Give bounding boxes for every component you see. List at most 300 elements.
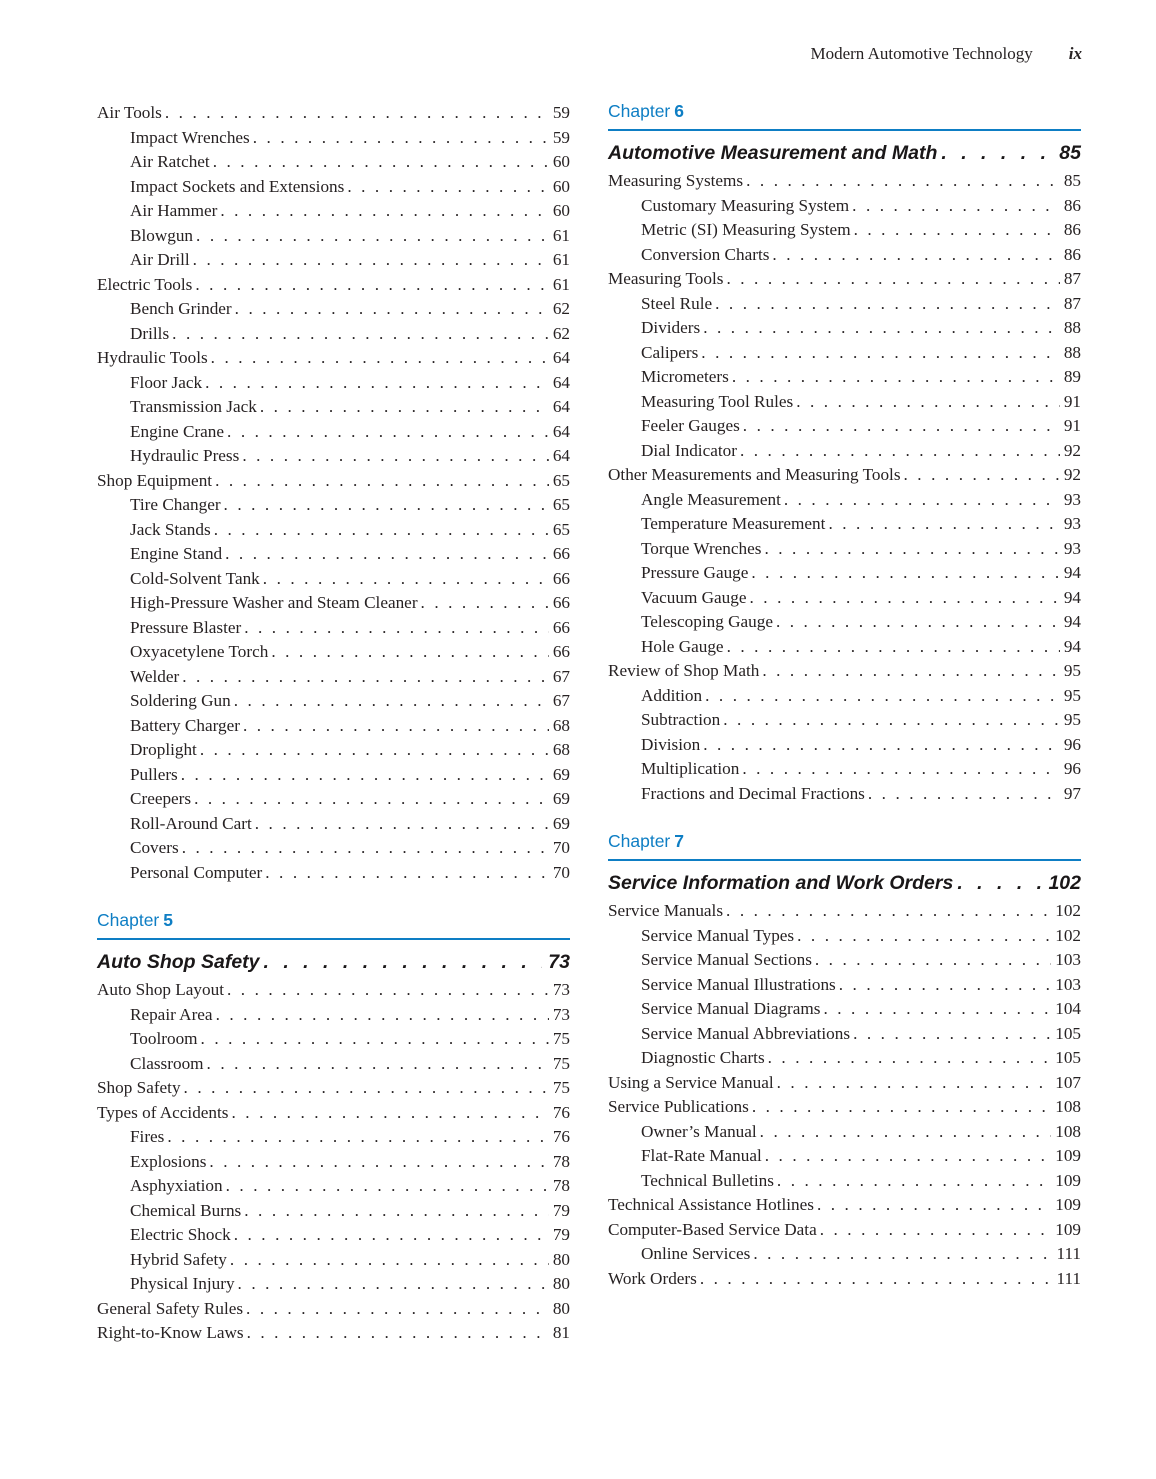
toc-entry-page-number: 86 xyxy=(1063,244,1081,264)
dot-leader xyxy=(727,635,1060,660)
toc-entry-page-number: 64 xyxy=(552,372,570,392)
toc-entry-text: Droplight xyxy=(130,740,197,759)
toc-entry-page-number: 79 xyxy=(552,1225,570,1244)
toc-entry xyxy=(608,390,1081,415)
toc-entry-page-number: 66 xyxy=(552,544,570,563)
toc-entry-page-number: 94 xyxy=(1063,563,1081,582)
toc-entry-page-number: 59 xyxy=(552,103,570,122)
toc-entry-page-number: 60 xyxy=(552,176,570,196)
toc-entry-page-number: 93 xyxy=(1063,514,1081,533)
dot-leader xyxy=(265,861,549,886)
chapter-heading xyxy=(608,101,1081,166)
toc-entry-page-number: 80 xyxy=(552,1249,570,1269)
dot-leader xyxy=(868,782,1060,807)
dot-leader xyxy=(823,997,1051,1022)
dot-leader xyxy=(715,292,1060,317)
toc-columns xyxy=(97,101,1082,1346)
toc-entry-text: Impact Wrenches xyxy=(130,127,250,147)
toc-entry-text: Air Tools xyxy=(97,103,162,122)
toc-entry-text: Transmission Jack xyxy=(130,397,257,416)
toc-entry-text: Drills xyxy=(130,323,170,343)
toc-entry xyxy=(97,297,570,322)
dot-leader xyxy=(854,218,1060,243)
toc-entry xyxy=(97,1321,570,1346)
dot-leader xyxy=(703,733,1060,758)
dot-leader xyxy=(700,1267,1053,1292)
toc-entry xyxy=(608,1022,1081,1047)
dot-leader xyxy=(216,1003,549,1028)
running-header xyxy=(97,44,1082,64)
toc-entry xyxy=(97,1027,570,1052)
toc-entry-text: Division xyxy=(641,734,701,754)
dot-leader xyxy=(215,469,549,494)
toc-entry-page-number: 75 xyxy=(552,1078,570,1097)
dot-leader xyxy=(234,689,549,714)
toc-column-right xyxy=(608,101,1081,1346)
chapter-title-row xyxy=(608,140,1081,166)
toc-entry-page-number: 88 xyxy=(1063,342,1081,362)
dot-leader xyxy=(201,1027,549,1052)
toc-entry xyxy=(608,1169,1081,1194)
toc-entry-text: Welder xyxy=(130,666,180,686)
toc-entry-text: Explosions xyxy=(130,1151,207,1171)
dot-leader xyxy=(839,973,1051,998)
toc-entry-page-number: 76 xyxy=(552,1127,570,1146)
toc-column-left xyxy=(97,101,570,1346)
toc-entry-page-number: 88 xyxy=(1063,318,1081,337)
toc-entry-text: Conversion Charts xyxy=(641,244,770,264)
chapter-number: 5 xyxy=(163,910,173,930)
toc-entry-text: Flat-Rate Manual xyxy=(641,1146,762,1165)
toc-entry-page-number: 62 xyxy=(552,299,570,318)
dot-leader xyxy=(242,444,549,469)
dot-leader xyxy=(703,316,1060,341)
toc-entry-text: Pressure Blaster xyxy=(130,617,242,637)
dot-leader xyxy=(182,665,549,690)
dot-leader xyxy=(768,1046,1052,1071)
toc-entry-text: Technical Assistance Hotlines xyxy=(608,1195,814,1214)
toc-entry-page-number: 91 xyxy=(1063,391,1081,411)
toc-entry xyxy=(608,733,1081,758)
toc-entry-text: Fractions and Decimal Fractions xyxy=(641,783,865,803)
toc-entry-text: Service Manual Types xyxy=(641,925,795,945)
toc-entry xyxy=(97,1052,570,1077)
chapter-word: Chapter xyxy=(97,910,160,930)
dot-leader xyxy=(746,169,1060,194)
dot-leader xyxy=(777,1169,1051,1194)
toc-entry xyxy=(97,738,570,763)
toc-entry xyxy=(97,175,570,200)
toc-entry-page-number: 95 xyxy=(1063,710,1081,729)
toc-entry-text: Electric Shock xyxy=(130,1225,231,1244)
chapter-rule-divider xyxy=(608,129,1081,131)
toc-entry xyxy=(97,812,570,837)
toc-entry-text: Feeler Gauges xyxy=(641,416,740,435)
toc-entry-page-number: 111 xyxy=(1056,1268,1081,1288)
toc-entry-page-number: 96 xyxy=(1063,734,1081,754)
dot-leader xyxy=(214,518,549,543)
toc-entry xyxy=(97,665,570,690)
toc-entry-text: Shop Equipment xyxy=(97,470,213,490)
dot-leader xyxy=(230,1248,549,1273)
chapter-page-number: 73 xyxy=(548,951,570,973)
toc-entry-page-number: 69 xyxy=(552,764,570,784)
toc-entry xyxy=(97,1248,570,1273)
chapter-title-row xyxy=(608,870,1081,896)
toc-entry-page-number: 66 xyxy=(552,617,570,637)
toc-entry-text: Service Manual Illustrations xyxy=(641,974,836,994)
toc-entry-page-number: 96 xyxy=(1063,759,1081,778)
toc-entry-text: Temperature Measurement xyxy=(641,514,826,533)
dot-leader xyxy=(852,194,1060,219)
toc-entry xyxy=(608,757,1081,782)
toc-entry-page-number: 59 xyxy=(552,127,570,147)
dot-leader xyxy=(194,787,549,812)
toc-entry xyxy=(97,1150,570,1175)
toc-entry xyxy=(608,1144,1081,1169)
toc-entry-page-number: 94 xyxy=(1063,612,1081,631)
toc-entry xyxy=(608,488,1081,513)
toc-entry-page-number: 73 xyxy=(552,1004,570,1024)
toc-entry xyxy=(97,1297,570,1322)
toc-entry-text: Dividers xyxy=(641,318,701,337)
toc-entry-text: Computer-Based Service Data xyxy=(608,1219,817,1239)
toc-entry xyxy=(97,1101,570,1126)
toc-entry-page-number: 60 xyxy=(552,152,570,171)
toc-entry-page-number: 81 xyxy=(552,1323,570,1342)
toc-entry-page-number: 103 xyxy=(1055,974,1081,994)
toc-entry-text: Measuring Systems xyxy=(608,171,744,190)
chapter-title: Service Information and Work Orders xyxy=(608,872,954,894)
dot-leader xyxy=(260,395,549,420)
toc-entry-text: Right-to-Know Laws xyxy=(97,1323,244,1342)
toc-entry xyxy=(608,1046,1081,1071)
dot-leader xyxy=(196,224,549,249)
toc-entry-text: Service Manual Abbreviations xyxy=(641,1023,851,1043)
toc-entry xyxy=(608,1120,1081,1145)
toc-entry-text: Air Ratchet xyxy=(130,152,210,171)
dot-leader xyxy=(165,101,549,126)
toc-entry-text: Classroom xyxy=(130,1053,204,1073)
chapter-heading xyxy=(608,831,1081,896)
dot-leader xyxy=(220,199,548,224)
dot-leader xyxy=(765,1144,1051,1169)
toc-entry-text: High-Pressure Washer and Steam Cleaner xyxy=(130,593,418,612)
toc-entry-text: Repair Area xyxy=(130,1004,213,1024)
toc-entry-page-number: 68 xyxy=(552,740,570,759)
toc-entry-page-number: 67 xyxy=(552,691,570,710)
toc-entry-page-number: 75 xyxy=(552,1053,570,1073)
toc-entry-page-number: 108 xyxy=(1055,1097,1081,1116)
toc-entry xyxy=(608,512,1081,537)
toc-entry xyxy=(97,469,570,494)
dot-leader xyxy=(234,1223,549,1248)
toc-entry-text: Steel Rule xyxy=(641,293,713,313)
toc-entry-text: Service Manual Sections xyxy=(641,950,812,969)
toc-entry-text: Personal Computer xyxy=(130,862,263,882)
chapter-label xyxy=(608,101,1081,122)
toc-entry xyxy=(608,316,1081,341)
toc-entry-text: Dial Indicator xyxy=(641,440,737,460)
toc-entry-page-number: 78 xyxy=(552,1151,570,1171)
toc-entry xyxy=(608,243,1081,268)
toc-entry-page-number: 66 xyxy=(552,568,570,588)
dot-leader xyxy=(167,1125,548,1150)
dot-leader xyxy=(817,1193,1051,1218)
toc-entry xyxy=(97,1272,570,1297)
toc-entry-text: Using a Service Manual xyxy=(608,1072,774,1092)
chapter-label xyxy=(608,831,1081,852)
toc-entry xyxy=(608,659,1081,684)
dot-leader xyxy=(732,365,1060,390)
toc-entry-page-number: 66 xyxy=(552,642,570,661)
toc-entry-page-number: 102 xyxy=(1055,925,1081,945)
toc-entry xyxy=(608,463,1081,488)
chapter-page-number: 102 xyxy=(1048,872,1081,894)
toc-entry-text: Vacuum Gauge xyxy=(641,587,747,607)
dot-leader xyxy=(904,463,1060,488)
toc-entry xyxy=(608,610,1081,635)
dot-leader xyxy=(772,243,1059,268)
toc-entry-text: Oxyacetylene Torch xyxy=(130,642,269,661)
toc-entry-text: Bench Grinder xyxy=(130,299,232,318)
toc-block xyxy=(608,831,1081,1291)
toc-entry xyxy=(608,899,1081,924)
toc-entry xyxy=(97,371,570,396)
chapter-title: Auto Shop Safety xyxy=(97,951,260,973)
toc-entry-text: Torque Wrenches xyxy=(641,538,762,558)
dot-leader xyxy=(247,1321,549,1346)
toc-entry-text: Cold-Solvent Tank xyxy=(130,568,260,588)
dot-leader xyxy=(235,297,549,322)
dot-leader xyxy=(255,812,549,837)
chapter-label xyxy=(97,910,570,931)
toc-entry xyxy=(97,199,570,224)
toc-entry xyxy=(97,346,570,371)
dot-leader xyxy=(726,267,1059,292)
toc-entry-page-number: 85 xyxy=(1063,171,1081,190)
toc-entry-page-number: 76 xyxy=(552,1102,570,1122)
toc-entry-page-number: 65 xyxy=(552,519,570,539)
dot-leader xyxy=(184,1076,549,1101)
toc-entry-text: Tire Changer xyxy=(130,495,221,514)
toc-entry-page-number: 67 xyxy=(552,666,570,686)
toc-entry-text: Asphyxiation xyxy=(130,1176,223,1195)
toc-entry-page-number: 94 xyxy=(1063,587,1081,607)
toc-entry-text: Calipers xyxy=(641,342,699,362)
dot-leader xyxy=(705,684,1060,709)
toc-entry-page-number: 64 xyxy=(552,446,570,465)
toc-entry xyxy=(608,684,1081,709)
chapter-word: Chapter xyxy=(608,101,671,121)
toc-entry xyxy=(97,1003,570,1028)
toc-entry-page-number: 93 xyxy=(1063,489,1081,509)
toc-entry-text: Creepers xyxy=(130,789,192,808)
dot-leader xyxy=(227,420,549,445)
toc-entry xyxy=(97,1125,570,1150)
dot-leader xyxy=(776,610,1060,635)
toc-entry-text: Diagnostic Charts xyxy=(641,1048,765,1067)
toc-entry-page-number: 92 xyxy=(1063,440,1081,460)
chapter-rule-divider xyxy=(97,938,570,940)
toc-entry-page-number: 80 xyxy=(552,1274,570,1293)
toc-entry xyxy=(608,635,1081,660)
toc-entry-text: Multiplication xyxy=(641,759,740,778)
toc-entry-page-number: 64 xyxy=(552,397,570,416)
dot-leader xyxy=(726,899,1051,924)
dot-leader xyxy=(172,322,549,347)
toc-entry xyxy=(97,591,570,616)
toc-entry xyxy=(97,861,570,886)
toc-entry-page-number: 75 xyxy=(552,1029,570,1048)
dot-leader xyxy=(246,1297,549,1322)
dot-leader xyxy=(263,567,549,592)
toc-entry-text: Chemical Burns xyxy=(130,1200,242,1220)
toc-entry-text: Work Orders xyxy=(608,1268,697,1288)
toc-entry-text: Auto Shop Layout xyxy=(97,980,224,999)
toc-entry-text: Engine Stand xyxy=(130,544,223,563)
dot-leader xyxy=(205,371,549,396)
toc-entry-page-number: 91 xyxy=(1063,416,1081,435)
toc-entry xyxy=(97,1076,570,1101)
dot-leader xyxy=(421,591,549,616)
toc-entry xyxy=(97,542,570,567)
dot-leader xyxy=(244,616,549,641)
toc-entry-page-number: 94 xyxy=(1063,636,1081,656)
toc-block xyxy=(97,101,570,885)
chapter-page-number: 85 xyxy=(1059,142,1081,164)
dot-leader xyxy=(749,586,1059,611)
toc-entry-text: Types of Accidents xyxy=(97,1102,229,1122)
toc-entry-text: Online Services xyxy=(641,1244,751,1263)
toc-entry-text: Fires xyxy=(130,1127,165,1146)
toc-entry-text: Blowgun xyxy=(130,225,194,245)
toc-entry xyxy=(97,101,570,126)
dot-leader xyxy=(853,1022,1051,1047)
chapter-heading xyxy=(97,910,570,975)
page-folio: ix xyxy=(1068,44,1082,63)
toc-entry xyxy=(608,948,1081,973)
dot-leader xyxy=(815,948,1051,973)
toc-entry-text: Soldering Gun xyxy=(130,691,231,710)
dot-leader xyxy=(181,763,549,788)
dot-leader xyxy=(760,1120,1052,1145)
toc-entry xyxy=(97,248,570,273)
dot-leader xyxy=(232,1101,549,1126)
toc-entry-text: Owner’s Manual xyxy=(641,1121,757,1141)
dot-leader xyxy=(195,273,548,298)
dot-leader xyxy=(752,1095,1051,1120)
chapter-title-row xyxy=(97,949,570,975)
toc-entry xyxy=(97,616,570,641)
chapter-rule-divider xyxy=(608,859,1081,861)
toc-entry xyxy=(608,169,1081,194)
toc-entry xyxy=(608,365,1081,390)
toc-entry-page-number: 92 xyxy=(1063,465,1081,484)
toc-entry-text: Hybrid Safety xyxy=(130,1249,227,1269)
toc-entry-page-number: 109 xyxy=(1055,1195,1081,1214)
toc-entry xyxy=(608,194,1081,219)
dot-leader xyxy=(238,1272,549,1297)
toc-entry-text: Customary Measuring System xyxy=(641,195,850,215)
toc-entry xyxy=(97,689,570,714)
toc-entry-text: Service Manual Diagrams xyxy=(641,999,821,1018)
toc-entry xyxy=(608,537,1081,562)
toc-entry xyxy=(97,420,570,445)
toc-entry-text: Floor Jack xyxy=(130,372,203,392)
toc-entry-text: Micrometers xyxy=(641,367,729,386)
toc-entry xyxy=(608,561,1081,586)
toc-entry-text: Addition xyxy=(641,685,703,705)
toc-entry xyxy=(608,586,1081,611)
toc-entry xyxy=(608,1071,1081,1096)
toc-entry-page-number: 107 xyxy=(1055,1072,1081,1092)
toc-entry xyxy=(97,444,570,469)
toc-entry xyxy=(608,924,1081,949)
toc-entry-page-number: 86 xyxy=(1063,220,1081,239)
toc-entry-page-number: 70 xyxy=(552,862,570,882)
toc-entry xyxy=(608,1218,1081,1243)
toc-entry-page-number: 66 xyxy=(552,593,570,612)
book-title: Modern Automotive Technology xyxy=(810,44,1033,63)
toc-entry xyxy=(608,439,1081,464)
dot-leader xyxy=(762,659,1059,684)
toc-entry xyxy=(97,1174,570,1199)
toc-entry xyxy=(97,978,570,1003)
toc-entry-text: Hydraulic Press xyxy=(130,446,240,465)
toc-entry-page-number: 70 xyxy=(552,838,570,857)
toc-entry-page-number: 65 xyxy=(552,470,570,490)
toc-entry-text: Telescoping Gauge xyxy=(641,612,773,631)
toc-entry xyxy=(608,414,1081,439)
toc-entry-page-number: 95 xyxy=(1063,661,1081,680)
toc-entry-page-number: 89 xyxy=(1063,367,1081,386)
toc-entry xyxy=(608,973,1081,998)
toc-entry-text: Angle Measurement xyxy=(641,489,781,509)
dot-leader xyxy=(743,414,1060,439)
chapter-word: Chapter xyxy=(608,831,671,851)
toc-entry-text: Toolroom xyxy=(130,1029,198,1048)
chapter-number: 6 xyxy=(674,101,684,121)
toc-entry-page-number: 80 xyxy=(552,1298,570,1318)
toc-entry-page-number: 105 xyxy=(1055,1048,1081,1067)
toc-entry xyxy=(97,126,570,151)
toc-entry-page-number: 97 xyxy=(1063,783,1081,803)
dot-leader xyxy=(226,1174,549,1199)
dot-leader xyxy=(701,341,1060,366)
toc-entry xyxy=(608,782,1081,807)
dot-leader xyxy=(244,1199,549,1224)
dot-leader xyxy=(941,140,1053,166)
chapter-title: Automotive Measurement and Math xyxy=(608,142,938,164)
dot-leader xyxy=(796,390,1060,415)
toc-entry-text: Hydraulic Tools xyxy=(97,348,208,367)
toc-entry xyxy=(97,224,570,249)
toc-entry-text: Service Publications xyxy=(608,1097,749,1116)
toc-entry xyxy=(97,714,570,739)
dot-leader xyxy=(797,924,1051,949)
toc-entry-page-number: 87 xyxy=(1063,269,1081,288)
dot-leader xyxy=(271,640,549,665)
toc-entry-page-number: 60 xyxy=(552,201,570,220)
dot-leader xyxy=(957,870,1042,896)
toc-entry-page-number: 78 xyxy=(552,1176,570,1195)
toc-entry-page-number: 65 xyxy=(552,495,570,514)
toc-entry-text: Battery Charger xyxy=(130,715,240,735)
dot-leader xyxy=(200,738,549,763)
toc-entry xyxy=(97,763,570,788)
toc-entry-page-number: 104 xyxy=(1055,999,1081,1018)
